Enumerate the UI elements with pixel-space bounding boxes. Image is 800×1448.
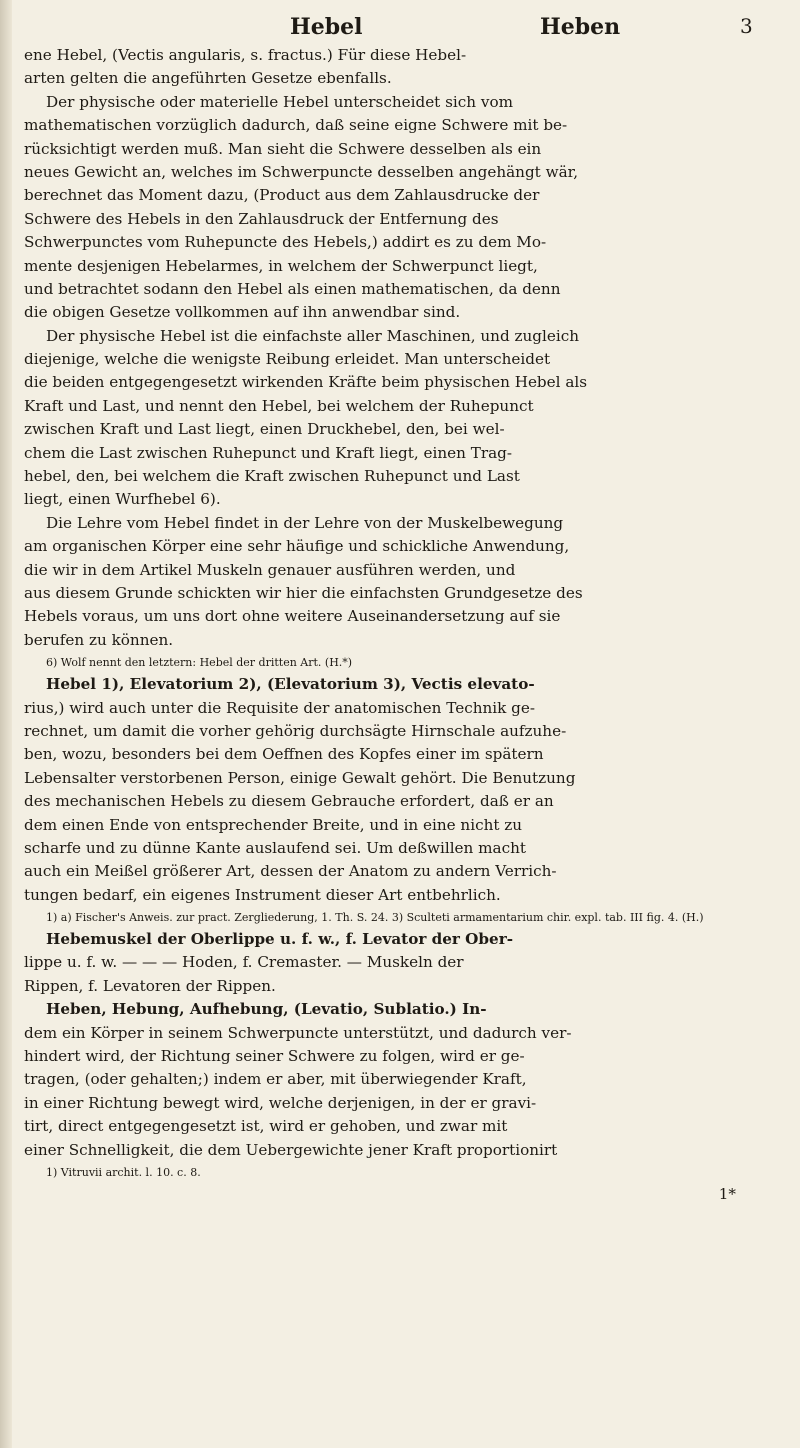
text-line: diejenige, welche die wenigste Reibung erleidet. Man unterscheidet [24, 350, 551, 369]
text-line: arten gelten die angeführten Gesetze ebenfalls. [24, 69, 392, 88]
text-line: die obigen Gesetze vollkommen auf ihn anwendbar sind. [24, 303, 461, 322]
text-line: scharfe und zu dünne Kante auslaufend sei. Um deßwillen macht [24, 838, 526, 857]
entry-heading-line: Hebemuskel der Oberlippe u. f. w., f. Levator der Ober- [46, 930, 513, 949]
footnote: 1) Vitruvii archit. l. 10. c. 8. [46, 1165, 201, 1179]
text-line: Die Lehre vom Hebel findet in der Lehre von der Muskelbewegung [46, 513, 564, 532]
text-line: liegt, einen Wurfhebel 6). [24, 490, 221, 509]
text-line: Hebels voraus, um uns dort ohne weitere Auseinandersetzung auf sie [24, 607, 561, 626]
running-header [0, 8, 800, 48]
text-line: Der physische Hebel ist die einfachste aller Maschinen, und zugleich [46, 326, 579, 345]
page-gutter-shadow [0, 0, 12, 1448]
text-line: Schwere des Hebels in den Zahlausdruck der Entfernung des [24, 209, 499, 228]
page-number: 3 [740, 14, 753, 38]
text-line: am organischen Körper eine sehr häufige und schickliche Anwendung, [24, 537, 570, 556]
text-line: einer Schnelligkeit, die dem Uebergewichte jener Kraft proportionirt [24, 1140, 558, 1159]
text-line: auch ein Meißel größerer Art, dessen der Anatom zu andern Verrich- [24, 862, 557, 881]
text-line: hebel, den, bei welchem die Kraft zwischen Ruhepunct und Last [24, 467, 520, 486]
text-line: zwischen Kraft und Last liegt, einen Druckhebel, den, bei wel- [24, 420, 505, 439]
text-line: lippe u. f. w. — — — Hoden, f. Cremaster. — Muskeln der [24, 953, 464, 972]
text-line: und betrachtet sodann den Hebel als einen mathematischen, da denn [24, 279, 561, 298]
text-line: mente desjenigen Hebelarmes, in welchem der Schwerpunct liegt, [24, 256, 538, 275]
text-line: rius,) wird auch unter die Requisite der anatomischen Technik ge- [24, 698, 535, 717]
footnote: 6) Wolf nennt den letztern: Hebel der dritten Art. (H.*) [46, 656, 353, 670]
running-head-left: Hebel [290, 14, 363, 40]
text-line: die wir in dem Artikel Muskeln genauer ausführen werden, und [24, 560, 516, 579]
text-line: berufen zu können. [24, 630, 174, 649]
text-line: berechnet das Moment dazu, (Product aus dem Zahlausdrucke der [24, 186, 540, 205]
text-line: tirt, direct entgegengesetzt ist, wird er gehoben, und zwar mit [24, 1117, 508, 1136]
text-line: chem die Last zwischen Ruhepunct und Kraft liegt, einen Trag- [24, 443, 513, 462]
text-line: tungen bedarf, ein eigenes Instrument dieser Art entbehrlich. [24, 885, 501, 904]
signature-mark: 1* [718, 1184, 736, 1203]
footnote: 1) a) Fischer's Anweis. zur pract. Zergliederung, 1. Th. S. 24. 3) Sculteti armamentarium chir. expl. tab. III fig. 4. (H.) [46, 911, 704, 925]
text-line: in einer Richtung bewegt wird, welche derjenigen, in der er gravi- [24, 1093, 537, 1112]
text-line: Der physische oder materielle Hebel unterscheidet sich vom [46, 92, 514, 111]
entry-heading-line: Heben, Hebung, Aufhebung, (Levatio, Sublatio.) In- [46, 1000, 487, 1019]
text-line: hindert wird, der Richtung seiner Schwere zu folgen, wird er ge- [24, 1047, 525, 1066]
text-line: mathematischen vorzüglich dadurch, daß seine eigne Schwere mit be- [24, 116, 568, 135]
running-head-right: Heben [540, 14, 621, 40]
text-line: aus diesem Grunde schickten wir hier die einfachsten Grundgesetze des [24, 583, 583, 602]
text-line: tragen, (oder gehalten;) indem er aber, mit überwiegender Kraft, [24, 1070, 527, 1089]
text-line: neues Gewicht an, welches im Schwerpuncte desselben angehängt wär, [24, 162, 579, 181]
text-line: Rippen, f. Levatoren der Rippen. [24, 976, 276, 995]
text-line: des mechanischen Hebels zu diesem Gebrauche erfordert, daß er an [24, 792, 554, 811]
text-line: rücksichtigt werden muß. Man sieht die Schwere desselben als ein [24, 139, 542, 158]
text-line: die beiden entgegengesetzt wirkenden Kräfte beim physischen Hebel als [24, 373, 588, 392]
text-line: ene Hebel, (Vectis angularis, s. fractus.) Für diese Hebel- [24, 46, 467, 64]
text-line: dem ein Körper in seinem Schwerpuncte unterstützt, und dadurch ver- [24, 1023, 572, 1042]
text-line: rechnet, um damit die vorher gehörig durchsägte Hirnschale aufzuhe- [24, 721, 567, 740]
text-line: Kraft und Last, und nennt den Hebel, bei welchem der Ruhepunct [24, 396, 534, 415]
entry-heading-line: Hebel 1), Elevatorium 2), (Elevatorium 3), Vectis elevato- [46, 675, 535, 694]
text-column [24, 44, 776, 1206]
text-line: ben, wozu, besonders bei dem Oeffnen des Kopfes einer im spätern [24, 745, 544, 764]
text-line: Schwerpunctes vom Ruhepuncte des Hebels,) addirt es zu dem Mo- [24, 233, 547, 252]
text-line: dem einen Ende von entsprechender Breite, und in eine nicht zu [24, 815, 523, 834]
text-line: Lebensalter verstorbenen Person, einige Gewalt gehört. Die Benutzung [24, 768, 576, 787]
